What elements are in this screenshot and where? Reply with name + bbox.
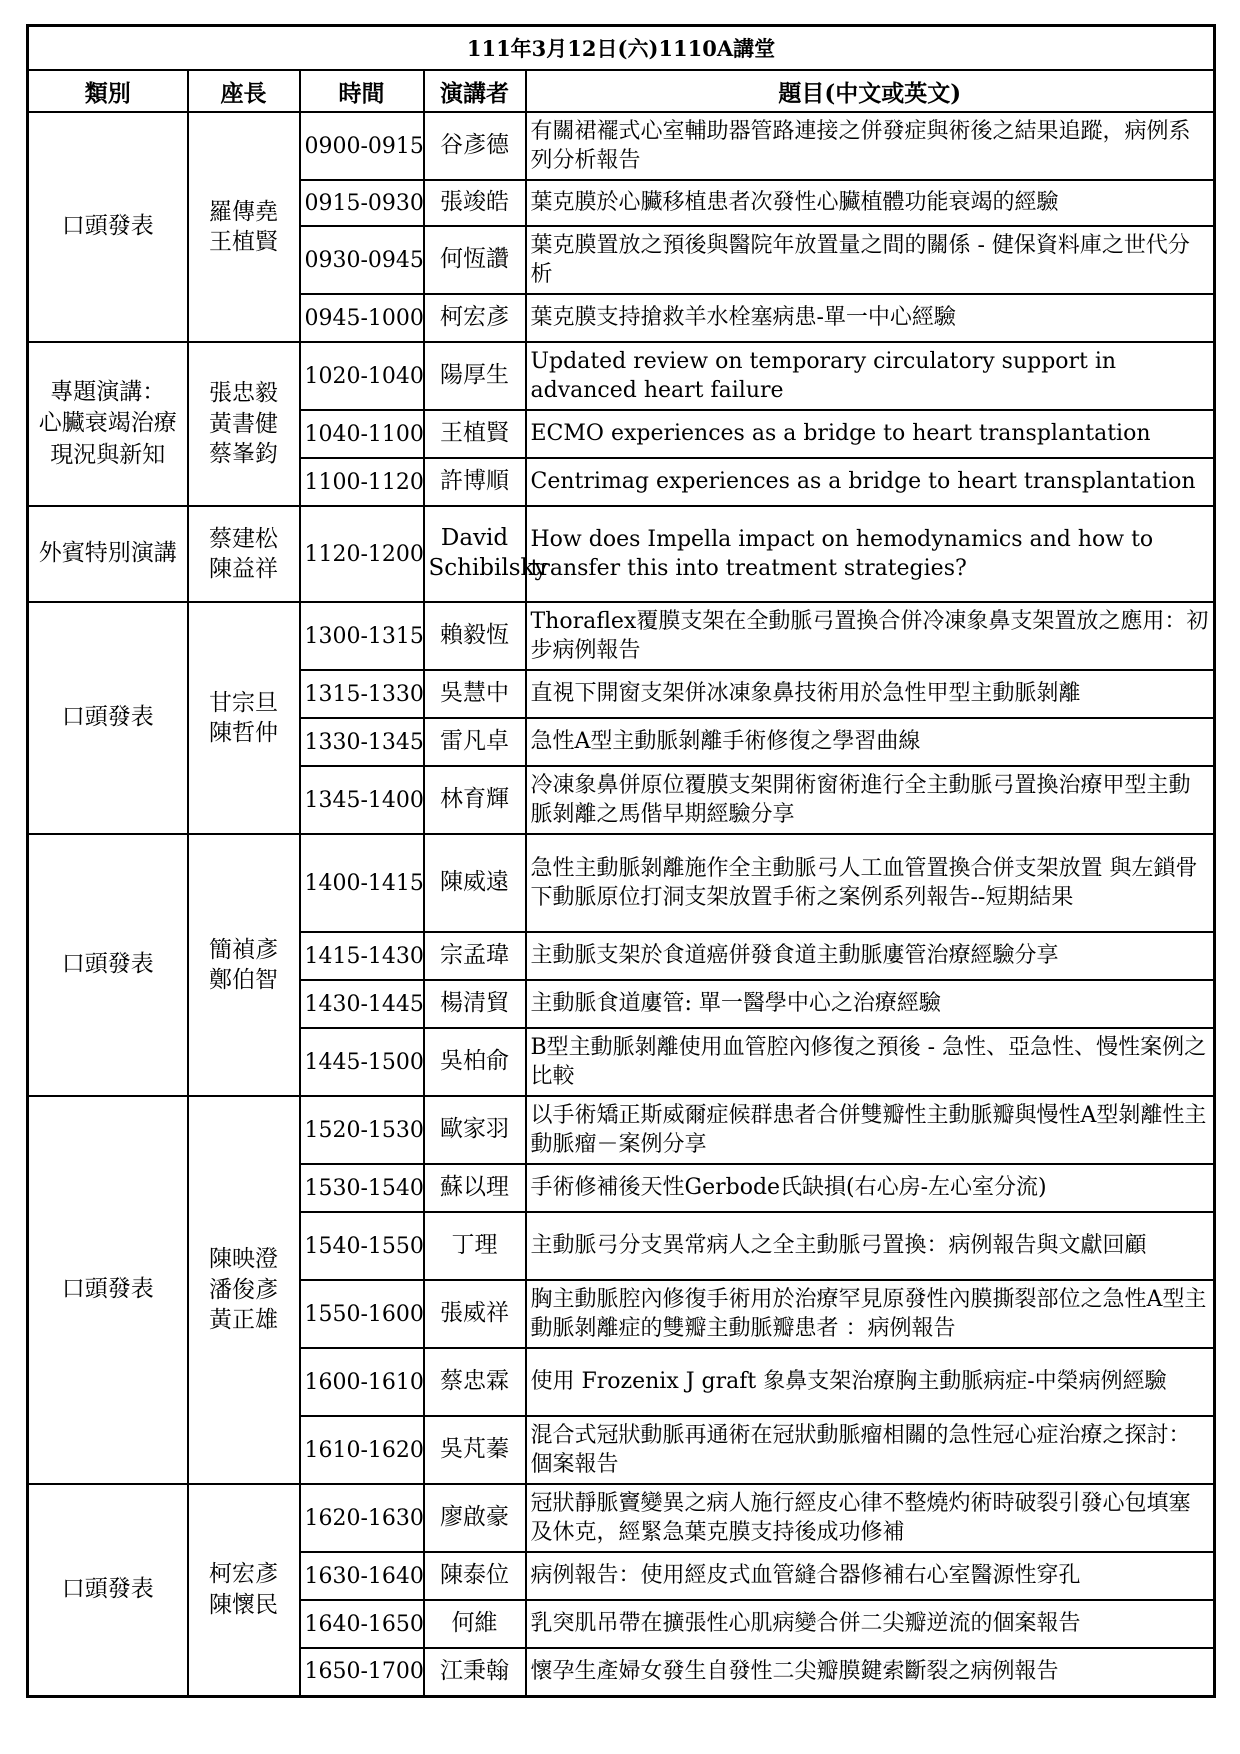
talk-speaker: 吳柏俞: [424, 1028, 526, 1096]
talk-time: 1610-1620: [300, 1416, 424, 1484]
talk-topic: 手術修補後天性Gerbode氏缺損(右心房-左心室分流): [526, 1164, 1215, 1212]
chair-name: 甘宗旦: [209, 689, 278, 716]
talk-speaker: 賴毅恆: [424, 602, 526, 670]
session-category: 口頭發表: [28, 834, 188, 1096]
talk-topic: 主動脈食道廔管: 單一醫學中心之治療經驗: [526, 980, 1215, 1028]
talk-topic: 冷凍象鼻併原位覆膜支架開術窗術進行全主動脈弓置換治療甲型主動脈剝離之馬偕早期經驗分享: [526, 766, 1215, 834]
session-category: 專題演講： 心臟衰竭治療現況與新知: [28, 342, 188, 506]
header-topic: 題目(中文或英文): [526, 70, 1215, 112]
chair-name: 黃正雄: [209, 1307, 278, 1334]
talk-speaker: 王植賢: [424, 410, 526, 458]
schedule-body: [28, 112, 1215, 1696]
chair-name: 張忠毅: [209, 380, 278, 407]
talk-topic: 病例報告：使用經皮式血管縫合器修補右心室醫源性穿孔: [526, 1552, 1215, 1600]
header-time: 時間: [300, 70, 424, 112]
talk-time: 0945-1000: [300, 294, 424, 342]
talk-topic: Centrimag experiences as a bridge to heart transplantation: [526, 458, 1215, 506]
talk-time: 1120-1200: [300, 506, 424, 602]
chair-name: 蔡建松: [209, 525, 278, 552]
talk-time: 1345-1400: [300, 766, 424, 834]
talk-time: 1300-1315: [300, 602, 424, 670]
session-chairs: [188, 1096, 300, 1484]
talk-speaker: 陳威遠: [424, 834, 526, 932]
chair-name: 陳益祥: [209, 556, 278, 582]
talk-time: 1445-1500: [300, 1028, 424, 1096]
talk-topic: ECMO experiences as a bridge to heart transplantation: [526, 410, 1215, 458]
talk-speaker: 廖啟豪: [424, 1484, 526, 1552]
talk-time: 1650-1700: [300, 1648, 424, 1696]
talk-speaker: 吳慧中: [424, 670, 526, 718]
chair-name: 鄭伯智: [209, 967, 278, 993]
session-category: 口頭發表: [28, 1096, 188, 1484]
talk-topic: 葉克膜於心臟移植患者次發性心臟植體功能衰竭的經驗: [526, 180, 1215, 226]
session-chairs: [188, 1484, 300, 1696]
talk-topic: Updated review on temporary circulatory support in advanced heart failure: [526, 342, 1215, 410]
talk-time: 1640-1650: [300, 1600, 424, 1648]
schedule-title: 111年3月12日(六)1110A講堂: [28, 26, 1215, 71]
schedule-table: [26, 24, 1216, 1698]
talk-topic: 使用 Frozenix J graft 象鼻支架治療胸主動脈病症-中榮病例經驗: [526, 1348, 1215, 1416]
chair-name: 潘俊彥: [209, 1276, 278, 1303]
table-row: [28, 342, 1215, 410]
talk-speaker: 江秉翰: [424, 1648, 526, 1696]
session-chairs: [188, 342, 300, 506]
talk-speaker: 陽厚生: [424, 342, 526, 410]
table-row: [28, 834, 1215, 932]
talk-speaker: 歐家羽: [424, 1096, 526, 1164]
header-row: [28, 70, 1215, 112]
talk-speaker: 張威祥: [424, 1280, 526, 1348]
talk-time: 1550-1600: [300, 1280, 424, 1348]
session-category: 口頭發表: [28, 1484, 188, 1696]
header-speaker: 演講者: [424, 70, 526, 112]
talk-speaker: 丁理: [424, 1212, 526, 1280]
talk-topic: 葉克膜置放之預後與醫院年放置量之間的關係 - 健保資料庫之世代分析: [526, 226, 1215, 294]
talk-time: 1620-1630: [300, 1484, 424, 1552]
talk-speaker: 張竣皓: [424, 180, 526, 226]
talk-speaker: 雷凡卓: [424, 718, 526, 766]
talk-time: 1600-1610: [300, 1348, 424, 1416]
header-chairs: 座長: [188, 70, 300, 112]
talk-time: 1020-1040: [300, 342, 424, 410]
talk-time: 1530-1540: [300, 1164, 424, 1212]
talk-speaker: 何維: [424, 1600, 526, 1648]
talk-time: 1520-1530: [300, 1096, 424, 1164]
talk-speaker: 蘇以理: [424, 1164, 526, 1212]
session-chairs: [188, 602, 300, 834]
talk-topic: 主動脈支架於食道癌併發食道主動脈廔管治療經驗分享: [526, 932, 1215, 980]
talk-time: 0900-0915: [300, 112, 424, 180]
talk-time: 1430-1445: [300, 980, 424, 1028]
talk-topic: 胸主動脈腔內修復手術用於治療罕見原發性內膜撕裂部位之急性A型主動脈剝離症的雙瓣主動脈瓣患者 ：病例報告: [526, 1280, 1215, 1348]
talk-topic: 主動脈弓分支異常病人之全主動脈弓置換：病例報告與文獻回顧: [526, 1212, 1215, 1280]
talk-topic: 混合式冠狀動脈再通術在冠狀動脈瘤相關的急性冠心症治療之探討：個案報告: [526, 1416, 1215, 1484]
talk-speaker: 林育輝: [424, 766, 526, 834]
chair-name: 王植賢: [209, 229, 278, 255]
talk-speaker: 許博順: [424, 458, 526, 506]
talk-topic: 以手術矯正斯威爾症候群患者合併雙瓣性主動脈瓣與慢性A型剝離性主動脈瘤－案例分享: [526, 1096, 1215, 1164]
talk-speaker: 陳泰位: [424, 1552, 526, 1600]
talk-topic: 直視下開窗支架併冰凍象鼻技術用於急性甲型主動脈剝離: [526, 670, 1215, 718]
talk-topic: 懷孕生產婦女發生自發性二尖瓣膜鍵索斷裂之病例報告: [526, 1648, 1215, 1696]
table-row: [28, 506, 1215, 602]
session-chairs: [188, 112, 300, 342]
talk-time: 1415-1430: [300, 932, 424, 980]
chair-name: 黃書健: [209, 410, 278, 437]
talk-time: 1100-1120: [300, 458, 424, 506]
table-row: [28, 1484, 1215, 1552]
talk-topic: 乳突肌吊帶在擴張性心肌病變合併二尖瓣逆流的個案報告: [526, 1600, 1215, 1648]
talk-topic: Thoraflex覆膜支架在全動脈弓置換合併冷凍象鼻支架置放之應用：初步病例報告: [526, 602, 1215, 670]
chair-name: 簡禎彥: [209, 936, 278, 963]
talk-speaker: 蔡忠霖: [424, 1348, 526, 1416]
session-category: 口頭發表: [28, 602, 188, 834]
chair-name: 陳懷民: [209, 1591, 278, 1618]
talk-speaker: 谷彥德: [424, 112, 526, 180]
session-category: 口頭發表: [28, 112, 188, 342]
talk-time: 1400-1415: [300, 834, 424, 932]
table-row: [28, 602, 1215, 670]
talk-speaker: 何恆讚: [424, 226, 526, 294]
talk-time: 1315-1330: [300, 670, 424, 718]
chair-name: 羅傳堯: [209, 198, 278, 225]
talk-speaker: 吳芃蓁: [424, 1416, 526, 1484]
talk-speaker: David Schibilsky: [424, 506, 526, 602]
chair-name: 蔡峯鈞: [209, 441, 278, 468]
talk-topic: B型主動脈剝離使用血管腔內修復之預後 - 急性、亞急性、慢性案例之比較: [526, 1028, 1215, 1096]
chair-name: 陳哲仲: [209, 720, 278, 746]
talk-topic: 冠狀靜脈竇變異之病人施行經皮心律不整燒灼術時破裂引發心包填塞及休克，經緊急葉克膜支持後成功修補: [526, 1484, 1215, 1552]
chair-name: 陳映澄: [209, 1246, 278, 1273]
session-chairs: [188, 506, 300, 602]
talk-speaker: 宗孟瑋: [424, 932, 526, 980]
talk-topic: 有關裙襬式心室輔助器管路連接之併發症與術後之結果追蹤，病例系列分析報告: [526, 112, 1215, 180]
talk-topic: 急性A型主動脈剝離手術修復之學習曲線: [526, 718, 1215, 766]
table-row: [28, 112, 1215, 180]
talk-time: 1540-1550: [300, 1212, 424, 1280]
talk-time: 1330-1345: [300, 718, 424, 766]
talk-speaker: 柯宏彥: [424, 294, 526, 342]
chair-name: 柯宏彥: [209, 1561, 278, 1588]
session-chairs: [188, 834, 300, 1096]
talk-topic: How does Impella impact on hemodynamics and how to transfer this into treatment strategies?: [526, 506, 1215, 602]
talk-time: 0915-0930: [300, 180, 424, 226]
header-category: 類別: [28, 70, 188, 112]
talk-topic: 葉克膜支持搶救羊水栓塞病患-單一中心經驗: [526, 294, 1215, 342]
talk-topic: 急性主動脈剝離施作全主動脈弓人工血管置換合併支架放置 與左鎖骨下動脈原位打洞支架放置手術之案例系列報告--短期結果: [526, 834, 1215, 932]
talk-time: 0930-0945: [300, 226, 424, 294]
session-category: 外賓特別演講: [28, 506, 188, 602]
talk-time: 1630-1640: [300, 1552, 424, 1600]
table-row: [28, 1096, 1215, 1164]
talk-time: 1040-1100: [300, 410, 424, 458]
talk-speaker: 楊清貿: [424, 980, 526, 1028]
